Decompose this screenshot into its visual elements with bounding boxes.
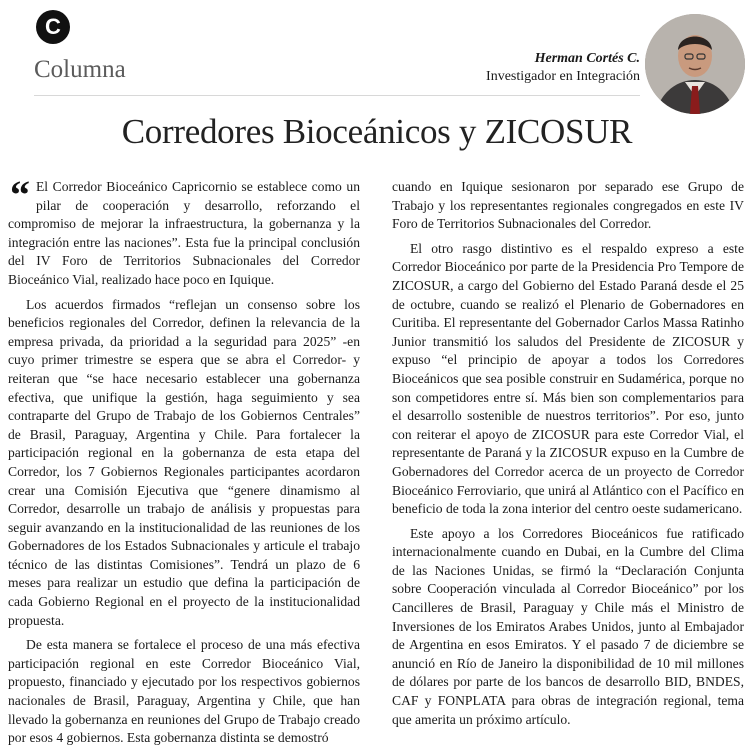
article-column-right (392, 178, 744, 729)
article-title: Corredores Bioceánicos y ZICOSUR (121, 112, 633, 151)
opening-quote: “ (10, 172, 30, 217)
author-photo (645, 14, 745, 114)
column-badge: C (36, 10, 70, 44)
paragraph-1 (8, 172, 360, 290)
section-label: Columna (34, 56, 126, 83)
author-byline (486, 50, 640, 86)
author-role: Investigador en Integración (486, 69, 640, 84)
article-column-left (8, 172, 360, 748)
paragraph-6: Este apoyo a los Corredores Bioceánicos fue ratificado internacionalmente cuando en Dubai, en la Cumbre del Clima de las Naciones Unidas, se firmó la “Declaración Conjunta sobre Cooperación vinculada al Corredor Bioceánico” por los Cancilleres de Brasil, Paraguay y Chile más el Ministro de Inversiones de los Emiratos Arabes Unidos, junto al Embajador de Argentina en esos Emiratos. Y el pasado 7 de diciembre se anunció en Río de Janeiro la disponibilidad de 10 mil millones de dólares por parte de los bancos de desarrollo BID, BNDES, CAF y FONPLATA para obras de integración regional, tema que amerita un próximo artículo. (392, 525, 744, 727)
paragraph-2: Los acuerdos firmados “reflejan un consenso sobre los beneficios regionales del Corredor, definen la relevancia de la empresa privada, da prioridad a la seguridad para 2025” -en cuyo primer trimestre se espera que se abra el Corredor- y reiteran que “se hace necesario establecer una gobernanza efectiva, que unifique la gestión, haga seguimiento y sea contraparte del Grupo de Trabajo de los Gobiernos Centrales” de Brasil, Paraguay, Argentina y Chile. Para fortalecer la participación regional en la gobernanza de esta etapa del Corredor, los 7 Gobiernos Regionales participantes acordaron crear una Comisión Ejecutiva que “genere dinamismo al Corredor, desarrolle un trabajo de análisis y propuestas para seguir avanzando en la institucionalidad de las reuniones de los Gobernadores de los Estados Subnacionales y articule el trabajo técnico de las distintas Comisiones”. Tendrá un plazo de 6 meses para realizar un estudio que defina la participación de cada Gobierno Regional en el proyecto de la institucionalidad propuesta. (8, 296, 360, 628)
paragraph-3: De esta manera se fortalece el proceso de una más efectiva participación regional en este Corredor Bioceánico Vial, propuesto, financiado y ejecutado por los respectivos gobiernos nacionales de Brasil, Paraguay, Argentina y Chile, que han llevado la gobernanza en reuniones del Grupo de Trabajo creado por esos 4 gobiernos. Esta gobernanza distinta se demostró (8, 637, 360, 746)
header-divider (34, 95, 640, 96)
paragraph-1-text: El Corredor Bioceánico Capricornio se establece como un pilar de cooperación y desarrollo, reforzando el compromiso de mejorar la infraestructura, la gobernanza y la integración entre las naciones”. Esta fue la principal conclusión del IV Foro de Territorios Subnacionales del Corredor Bioceánico Vial, realizado hace poco en Iquique. (8, 179, 360, 287)
paragraph-5: El otro rasgo distintivo es el respaldo expreso a este Corredor Bioceánico por parte de la Presidencia Pro Tempore de ZICOSUR, a cargo del Gobierno del Estado Paraná desde el 25 de octubre, cuando se realizó el Plenario de Gobernadores en Curitiba. El representante del Gobernador Carlos Massa Ratinho Junior transmitió los saludos del Presidente de ZICOSUR y expuso “el principio de apoyar a todos los Corredores Bioceánicos que sea posible construir en Sudamérica, porque no son competidores entre sí. Más bien son complementarios para el desarrollo sostenible de nuestros territorios”. Por eso, junto con reiterar el apoyo de ZICOSUR para este Corredor Vial, el representante de Paraná y la ZICOSUR expuso en la Cumbre de Gobernadores del Corredor acerca de un proyecto de Corredor Bioceánico Ferroviario, que unirá al Atlántico con el Pacífico en beneficio de toda la zona interior del centro oeste sudamericano. (392, 240, 744, 517)
paragraph-4: cuando en Iquique sesionaron por separado ese Grupo de Trabajo y los representantes regionales congregados en este IV Foro de Territorios Subnacionales del Corredor. (392, 179, 744, 232)
author-name: Herman Cortés C. (534, 51, 640, 66)
